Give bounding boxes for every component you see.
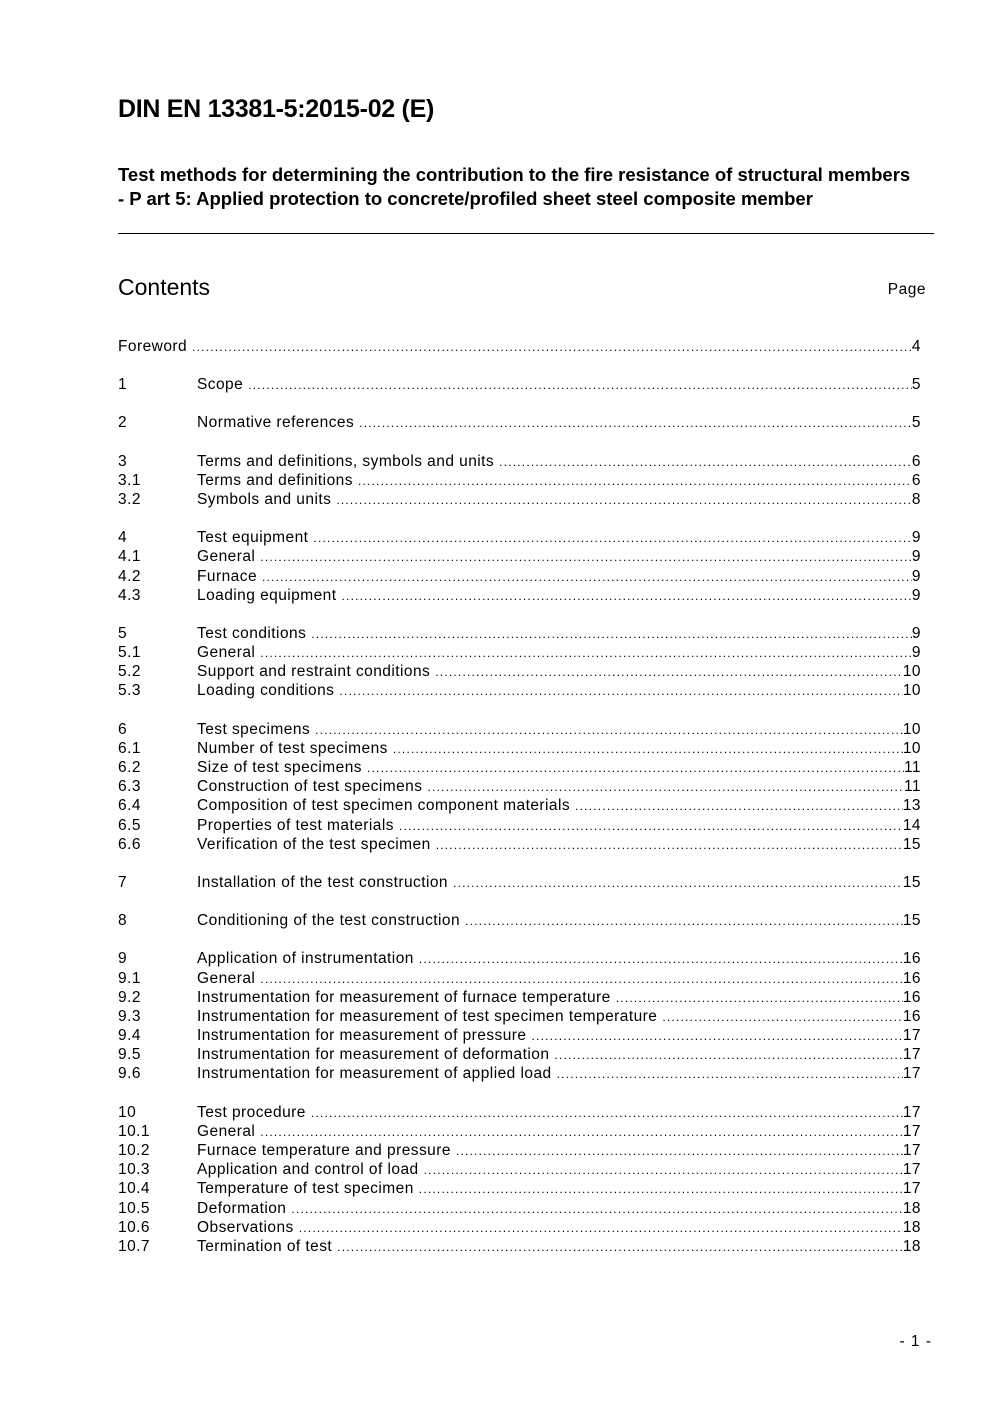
toc-group — [118, 338, 921, 357]
toc-section-number: 7 — [118, 873, 128, 891]
toc-section-number: 4.1 — [118, 548, 141, 566]
toc-section-number: 8 — [118, 912, 128, 930]
toc-page-number: 9 — [911, 644, 921, 662]
toc-section-number: 6.4 — [118, 797, 141, 815]
toc-entry[interactable] — [118, 817, 921, 836]
toc-page-number: 17 — [902, 1027, 921, 1045]
toc-dot-leader — [358, 474, 912, 488]
toc-page-number: 10 — [902, 682, 921, 700]
toc-section-number: 6 — [118, 720, 128, 738]
toc-section-title: Test equipment — [197, 529, 309, 547]
toc-page-number: 6 — [911, 452, 921, 470]
toc-section-title: Number of test specimens — [197, 739, 388, 757]
toc-section-title: Instrumentation for measurement of pressure — [197, 1027, 527, 1045]
toc-entry[interactable] — [118, 950, 921, 969]
toc-section-number: 10.2 — [118, 1142, 150, 1159]
toc-page-number: 18 — [902, 1218, 921, 1236]
toc-entry[interactable] — [118, 1065, 921, 1084]
toc-entry[interactable] — [118, 453, 921, 472]
toc-page-number: 11 — [904, 778, 921, 796]
table-of-contents — [118, 338, 921, 1276]
toc-section-title: Instrumentation for measurement of furnace temperature — [197, 988, 611, 1006]
toc-page-number: 10 — [902, 720, 921, 738]
toc-group — [118, 453, 921, 511]
toc-dot-leader — [260, 972, 903, 986]
toc-dot-leader — [262, 570, 912, 584]
toc-page-number: 18 — [902, 1237, 921, 1255]
toc-page-number: 10 — [902, 663, 921, 681]
toc-dot-leader — [456, 1144, 903, 1158]
toc-page-number: 9 — [911, 548, 921, 566]
toc-page-number: 16 — [902, 1007, 921, 1025]
toc-entry[interactable] — [118, 1238, 921, 1257]
toc-section-title: Instrumentation for measurement of deformation — [197, 1046, 550, 1064]
toc-entry[interactable] — [118, 568, 921, 587]
toc-section-title: Deformation — [197, 1199, 287, 1217]
toc-section-number: 9.4 — [118, 1027, 141, 1045]
toc-section-number: 9.1 — [118, 969, 141, 987]
toc-page-number: 16 — [902, 988, 921, 1006]
toc-entry[interactable] — [118, 548, 921, 567]
toc-group — [118, 625, 921, 702]
toc-entry[interactable] — [118, 625, 921, 644]
toc-entry[interactable] — [118, 491, 921, 510]
toc-section-title: Furnace — [197, 567, 258, 585]
toc-page-number: 15 — [902, 835, 921, 853]
toc-section-title: Test procedure — [197, 1103, 306, 1121]
toc-entry[interactable] — [118, 472, 921, 491]
toc-section-number: 6.3 — [118, 778, 141, 796]
toc-section-number: 4.2 — [118, 567, 141, 585]
toc-dot-leader — [557, 1067, 903, 1081]
toc-section-title: Test specimens — [197, 720, 311, 738]
toc-section-title: Installation of the test construction — [197, 873, 449, 891]
toc-section-title: Loading conditions — [197, 682, 335, 700]
toc-dot-leader — [339, 684, 902, 698]
toc-dot-leader — [260, 646, 912, 660]
toc-section-title: Scope — [197, 376, 244, 394]
toc-section-title: Properties of test materials — [197, 816, 394, 834]
toc-entry[interactable] — [118, 1123, 921, 1142]
toc-entry[interactable] — [118, 740, 921, 759]
toc-section-number: 6.6 — [118, 835, 141, 853]
toc-dot-leader — [435, 665, 903, 679]
toc-section-number: 9.5 — [118, 1046, 141, 1064]
toc-dot-leader — [342, 589, 912, 603]
toc-section-title: Application and control of load — [197, 1161, 419, 1179]
toc-page-number: 10 — [902, 739, 921, 757]
toc-page-number: 5 — [911, 376, 921, 394]
toc-section-number: 5.3 — [118, 682, 141, 700]
toc-section-number: 9.2 — [118, 988, 141, 1006]
toc-section-title: Test conditions — [197, 624, 307, 642]
toc-section-title: Support and restraint conditions — [197, 663, 431, 681]
toc-section-number: 9 — [118, 950, 128, 968]
toc-dot-leader — [311, 627, 912, 641]
toc-entry[interactable] — [118, 682, 921, 701]
toc-entry[interactable] — [118, 376, 921, 395]
toc-group — [118, 874, 921, 893]
toc-entry[interactable] — [118, 1200, 921, 1219]
toc-entry[interactable] — [118, 836, 921, 855]
title-underline — [118, 233, 934, 234]
document-id: DIN EN 13381-5:2015-02 (E) — [118, 95, 434, 123]
toc-dot-leader — [393, 742, 903, 756]
toc-page-number: 15 — [902, 873, 921, 891]
toc-section-title: Instrumentation for measurement of applied load — [197, 1065, 552, 1083]
toc-page-number: 17 — [902, 1161, 921, 1179]
toc-group — [118, 721, 921, 855]
toc-section-number: 9.6 — [118, 1065, 141, 1083]
toc-section-title: Conditioning of the test construction — [197, 912, 461, 930]
toc-section-number: 4 — [118, 529, 128, 547]
toc-group — [118, 950, 921, 1084]
toc-entry[interactable] — [118, 1008, 921, 1027]
toc-section-number: 5.2 — [118, 663, 141, 681]
document-title: Test methods for determining the contribution to the fire resistance of structural members - P art 5: Applied protection to concrete/profiled sheet steel composite member — [118, 164, 911, 209]
toc-entry[interactable] — [118, 778, 921, 797]
toc-dot-leader — [248, 378, 912, 392]
toc-section-title: General — [197, 1122, 256, 1140]
toc-dot-leader — [192, 340, 912, 354]
toc-section-number: 10.5 — [118, 1199, 150, 1217]
toc-entry[interactable] — [118, 1104, 921, 1123]
toc-dot-leader — [465, 914, 903, 928]
toc-dot-leader — [575, 799, 903, 813]
toc-dot-leader — [336, 493, 912, 507]
toc-section-number: 10.7 — [118, 1237, 150, 1255]
toc-section-title: Size of test specimens — [197, 759, 362, 776]
toc-section-number: 10.4 — [118, 1180, 150, 1198]
toc-entry[interactable] — [118, 970, 921, 989]
toc-entry[interactable] — [118, 1180, 921, 1199]
toc-dot-leader — [260, 550, 912, 564]
toc-entry[interactable] — [118, 414, 921, 433]
toc-page-number: 9 — [911, 529, 921, 547]
toc-page-number: 16 — [902, 969, 921, 987]
toc-page-number: 9 — [911, 624, 921, 642]
toc-page-number: 5 — [911, 414, 921, 432]
toc-entry[interactable] — [118, 1142, 921, 1161]
toc-entry[interactable] — [118, 1219, 921, 1238]
toc-dot-leader — [436, 838, 903, 852]
toc-section-title: Observations — [197, 1218, 294, 1236]
toc-section-number: 3.2 — [118, 490, 141, 508]
toc-page-number: 9 — [911, 567, 921, 585]
toc-section-number: 6.1 — [118, 739, 141, 757]
toc-section-number: 10.3 — [118, 1161, 150, 1179]
toc-section-title: Composition of test specimen component materials — [197, 797, 571, 815]
toc-entry[interactable] — [118, 874, 921, 893]
toc-group — [118, 912, 921, 931]
toc-dot-leader — [299, 1221, 903, 1235]
toc-dot-leader — [419, 952, 903, 966]
toc-page-number: 16 — [902, 950, 921, 968]
toc-section-title: General — [197, 644, 256, 662]
page-column-label: Page — [887, 281, 926, 298]
toc-section-title: Temperature of test specimen — [197, 1180, 414, 1198]
toc-entry[interactable] — [118, 338, 921, 357]
toc-page-number: 9 — [911, 586, 921, 604]
toc-section-number: 2 — [118, 414, 128, 432]
toc-group — [118, 376, 921, 395]
toc-page-number: 15 — [902, 912, 921, 930]
toc-group — [118, 529, 921, 606]
toc-section-number: 1 — [118, 376, 128, 394]
toc-section-number: 10 — [118, 1103, 137, 1121]
toc-dot-leader — [662, 1010, 903, 1024]
toc-dot-leader — [616, 991, 903, 1005]
toc-page-number: 17 — [902, 1142, 921, 1159]
toc-section-title: Termination of test — [197, 1237, 333, 1255]
toc-page-number: 17 — [902, 1180, 921, 1198]
toc-section-number: 10.1 — [118, 1122, 150, 1140]
toc-section-number: 5.1 — [118, 644, 141, 662]
toc-section-number: 4.3 — [118, 586, 141, 604]
toc-entry[interactable] — [118, 759, 921, 778]
toc-dot-leader — [367, 761, 904, 775]
toc-section-title: Construction of test specimens — [197, 778, 423, 796]
toc-page-number: 6 — [911, 471, 921, 489]
toc-page-number: 8 — [911, 490, 921, 508]
toc-dot-leader — [359, 416, 912, 430]
toc-entry[interactable] — [118, 721, 921, 740]
toc-entry[interactable] — [118, 644, 921, 663]
page-number: - 1 - — [899, 1333, 932, 1350]
toc-dot-leader — [424, 1163, 903, 1177]
toc-section-title: Instrumentation for measurement of test specimen temperature — [197, 1007, 658, 1025]
toc-section-title: Verification of the test specimen — [197, 835, 431, 853]
toc-dot-leader — [260, 1125, 903, 1139]
toc-entry[interactable] — [118, 1161, 921, 1180]
toc-section-title: Terms and definitions, symbols and units — [197, 452, 495, 470]
toc-section-number: 3 — [118, 452, 128, 470]
toc-group — [118, 414, 921, 433]
toc-section-title: Loading equipment — [197, 586, 337, 604]
toc-dot-leader — [427, 780, 904, 794]
toc-dot-leader — [419, 1182, 903, 1196]
toc-section-title: Furnace temperature and pressure — [197, 1142, 451, 1159]
toc-dot-leader — [291, 1202, 902, 1216]
toc-dot-leader — [453, 876, 903, 890]
toc-page-number: 14 — [902, 816, 921, 834]
toc-entry[interactable] — [118, 529, 921, 548]
toc-section-number: 9.3 — [118, 1007, 141, 1025]
toc-group — [118, 1104, 921, 1258]
toc-section-number: 10.6 — [118, 1218, 150, 1236]
toc-entry[interactable] — [118, 989, 921, 1008]
toc-page-number: 17 — [902, 1065, 921, 1083]
toc-page-number: 17 — [902, 1103, 921, 1121]
toc-dot-leader — [315, 723, 903, 737]
contents-heading: Contents — [118, 274, 211, 300]
toc-entry[interactable] — [118, 663, 921, 682]
toc-entry[interactable] — [118, 587, 921, 606]
toc-entry[interactable] — [118, 1046, 921, 1065]
toc-page-number: 13 — [902, 797, 921, 815]
toc-dot-leader — [337, 1240, 903, 1254]
toc-page-number: 11 — [904, 759, 921, 776]
toc-dot-leader — [499, 455, 912, 469]
toc-section-number: 6.5 — [118, 816, 141, 834]
toc-section-title: Normative references — [197, 414, 355, 432]
toc-page-number: 17 — [902, 1122, 921, 1140]
toc-section-title: Application of instrumentation — [197, 950, 414, 968]
toc-dot-leader — [313, 531, 912, 545]
toc-section-number: 6.2 — [118, 759, 141, 776]
toc-dot-leader — [311, 1106, 903, 1120]
toc-dot-leader — [532, 1029, 903, 1043]
toc-section-number: 5 — [118, 624, 128, 642]
toc-section-title: General — [197, 548, 256, 566]
toc-page-number: 18 — [902, 1199, 921, 1217]
toc-section-title: Foreword — [118, 338, 188, 355]
toc-entry[interactable] — [118, 912, 921, 931]
toc-section-number: 3.1 — [118, 471, 141, 489]
toc-page-number: 17 — [902, 1046, 921, 1064]
toc-entry[interactable] — [118, 797, 921, 816]
toc-section-title: Terms and definitions — [197, 471, 353, 489]
toc-entry[interactable] — [118, 1027, 921, 1046]
toc-section-title: General — [197, 969, 256, 987]
toc-dot-leader — [399, 819, 903, 833]
toc-section-title: Symbols and units — [197, 490, 332, 508]
toc-dot-leader — [554, 1048, 902, 1062]
toc-page-number: 4 — [911, 338, 921, 355]
